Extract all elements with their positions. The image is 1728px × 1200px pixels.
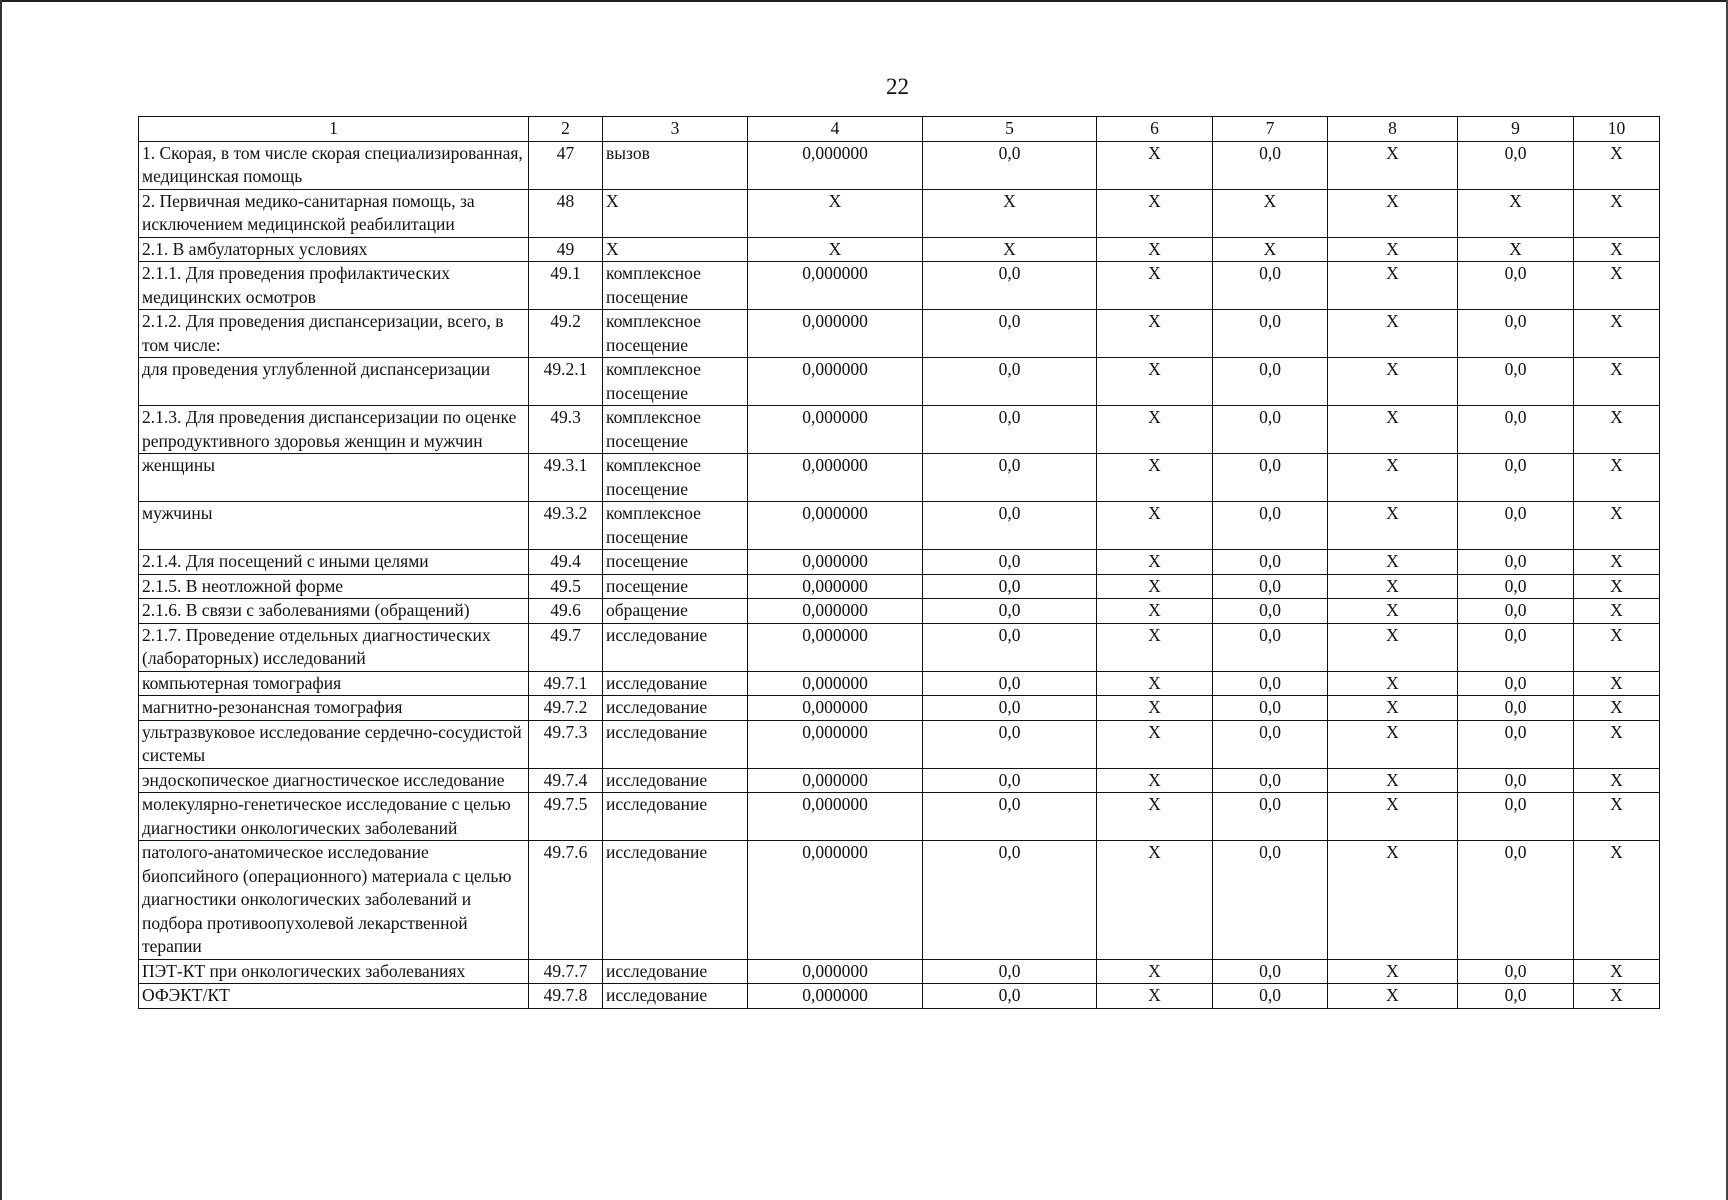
table-row (139, 189, 1660, 237)
row-name: патолого-анатомическое исследование биопсийного (операционного) материала с целью диагностики онкологических заболеваний и подбора противоопухолевой лекарственной терапии (139, 841, 529, 960)
row-name: 2.1.2. Для проведения диспансеризации, всего, в том числе: (139, 310, 529, 358)
col-10-value: X (1574, 454, 1660, 502)
col-4-value: 0,000000 (748, 623, 923, 671)
col-9-value: 0,0 (1458, 671, 1574, 696)
row-unit: исследование (603, 959, 748, 984)
col-6-value: X (1097, 358, 1213, 406)
row-code: 49.7.3 (529, 720, 603, 768)
col-4-value: 0,000000 (748, 358, 923, 406)
col-4-value: 0,000000 (748, 310, 923, 358)
table-row (139, 237, 1660, 262)
col-7-value: 0,0 (1213, 141, 1328, 189)
col-8-value: X (1328, 793, 1458, 841)
row-unit: комплексное посещение (603, 502, 748, 550)
col-7-value: 0,0 (1213, 841, 1328, 960)
col-7-value: 0,0 (1213, 623, 1328, 671)
row-name: 2.1.1. Для проведения профилактических медицинских осмотров (139, 262, 529, 310)
col-10-value: X (1574, 623, 1660, 671)
row-unit: X (603, 237, 748, 262)
col-4-value: 0,000000 (748, 959, 923, 984)
table-row (139, 599, 1660, 624)
col-7-value: X (1213, 189, 1328, 237)
row-unit: посещение (603, 550, 748, 575)
header-cell: 10 (1574, 117, 1660, 142)
row-name: ОФЭКТ/КТ (139, 984, 529, 1009)
col-8-value: X (1328, 768, 1458, 793)
row-code: 49 (529, 237, 603, 262)
col-10-value: X (1574, 720, 1660, 768)
table-row (139, 358, 1660, 406)
col-9-value: 0,0 (1458, 454, 1574, 502)
row-name: компьютерная томография (139, 671, 529, 696)
col-9-value: 0,0 (1458, 141, 1574, 189)
col-10-value: X (1574, 237, 1660, 262)
col-10-value: X (1574, 841, 1660, 960)
row-name: 2. Первичная медико-санитарная помощь, за исключением медицинской реабилитации (139, 189, 529, 237)
col-7-value: 0,0 (1213, 550, 1328, 575)
col-5-value: 0,0 (923, 502, 1097, 550)
col-10-value: X (1574, 310, 1660, 358)
col-5-value: 0,0 (923, 550, 1097, 575)
col-6-value: X (1097, 768, 1213, 793)
col-4-value: 0,000000 (748, 262, 923, 310)
col-7-value: 0,0 (1213, 768, 1328, 793)
row-name: женщины (139, 454, 529, 502)
row-code: 49.1 (529, 262, 603, 310)
page-number: 22 (886, 74, 909, 99)
col-4-value: 0,000000 (748, 550, 923, 575)
col-7-value: 0,0 (1213, 984, 1328, 1009)
row-unit: исследование (603, 671, 748, 696)
row-unit: комплексное посещение (603, 310, 748, 358)
row-unit: X (603, 189, 748, 237)
col-8-value: X (1328, 623, 1458, 671)
col-4-value: 0,000000 (748, 141, 923, 189)
row-unit: комплексное посещение (603, 406, 748, 454)
col-7-value: 0,0 (1213, 454, 1328, 502)
row-code: 49.2.1 (529, 358, 603, 406)
table-row (139, 574, 1660, 599)
table-row (139, 671, 1660, 696)
col-8-value: X (1328, 502, 1458, 550)
row-name: 2.1.7. Проведение отдельных диагностических (лабораторных) исследований (139, 623, 529, 671)
table-row (139, 841, 1660, 960)
row-code: 47 (529, 141, 603, 189)
header-cell: 9 (1458, 117, 1574, 142)
col-5-value: 0,0 (923, 768, 1097, 793)
col-6-value: X (1097, 262, 1213, 310)
col-9-value: 0,0 (1458, 720, 1574, 768)
col-9-value: 0,0 (1458, 768, 1574, 793)
col-5-value: 0,0 (923, 310, 1097, 358)
col-5-value: 0,0 (923, 623, 1097, 671)
row-unit: комплексное посещение (603, 358, 748, 406)
col-8-value: X (1328, 574, 1458, 599)
row-code: 49.7 (529, 623, 603, 671)
col-5-value: 0,0 (923, 454, 1097, 502)
col-7-value: 0,0 (1213, 262, 1328, 310)
col-8-value: X (1328, 237, 1458, 262)
row-code: 49.2 (529, 310, 603, 358)
col-6-value: X (1097, 671, 1213, 696)
col-6-value: X (1097, 310, 1213, 358)
row-name: для проведения углубленной диспансеризации (139, 358, 529, 406)
row-name: 2.1. В амбулаторных условиях (139, 237, 529, 262)
col-6-value: X (1097, 141, 1213, 189)
col-10-value: X (1574, 696, 1660, 721)
col-10-value: X (1574, 550, 1660, 575)
col-9-value: X (1458, 189, 1574, 237)
col-5-value: 0,0 (923, 984, 1097, 1009)
table-row (139, 720, 1660, 768)
row-code: 49.3.2 (529, 502, 603, 550)
header-cell: 4 (748, 117, 923, 142)
col-6-value: X (1097, 959, 1213, 984)
col-9-value: 0,0 (1458, 358, 1574, 406)
col-4-value: 0,000000 (748, 768, 923, 793)
col-5-value: 0,0 (923, 959, 1097, 984)
row-name: ультразвуковое исследование сердечно-сосудистой системы (139, 720, 529, 768)
col-7-value: 0,0 (1213, 502, 1328, 550)
col-7-value: X (1213, 237, 1328, 262)
col-5-value: 0,0 (923, 841, 1097, 960)
row-name: 2.1.6. В связи с заболеваниями (обращений) (139, 599, 529, 624)
row-name: ПЭТ-КТ при онкологических заболеваниях (139, 959, 529, 984)
col-5-value: 0,0 (923, 793, 1097, 841)
table-row (139, 768, 1660, 793)
col-9-value: 0,0 (1458, 574, 1574, 599)
col-9-value: 0,0 (1458, 984, 1574, 1009)
col-10-value: X (1574, 768, 1660, 793)
col-10-value: X (1574, 141, 1660, 189)
col-6-value: X (1097, 406, 1213, 454)
col-8-value: X (1328, 406, 1458, 454)
table-row (139, 696, 1660, 721)
col-6-value: X (1097, 502, 1213, 550)
header-cell: 2 (529, 117, 603, 142)
row-code: 49.3 (529, 406, 603, 454)
col-6-value: X (1097, 793, 1213, 841)
col-6-value: X (1097, 454, 1213, 502)
col-4-value: 0,000000 (748, 841, 923, 960)
col-4-value: X (748, 189, 923, 237)
col-6-value: X (1097, 550, 1213, 575)
row-name: 2.1.4. Для посещений с иными целями (139, 550, 529, 575)
col-9-value: 0,0 (1458, 696, 1574, 721)
col-8-value: X (1328, 959, 1458, 984)
header-cell: 6 (1097, 117, 1213, 142)
col-5-value: 0,0 (923, 262, 1097, 310)
col-8-value: X (1328, 189, 1458, 237)
col-10-value: X (1574, 358, 1660, 406)
row-name: 2.1.3. Для проведения диспансеризации по оценке репродуктивного здоровья женщин и мужчин (139, 406, 529, 454)
table-row (139, 262, 1660, 310)
col-7-value: 0,0 (1213, 720, 1328, 768)
row-code: 49.7.4 (529, 768, 603, 793)
table-row (139, 623, 1660, 671)
col-10-value: X (1574, 262, 1660, 310)
col-7-value: 0,0 (1213, 599, 1328, 624)
col-9-value: 0,0 (1458, 599, 1574, 624)
col-9-value: 0,0 (1458, 793, 1574, 841)
row-unit: исследование (603, 768, 748, 793)
col-7-value: 0,0 (1213, 793, 1328, 841)
col-8-value: X (1328, 720, 1458, 768)
col-6-value: X (1097, 720, 1213, 768)
table-header-row (139, 117, 1660, 142)
row-name: 2.1.5. В неотложной форме (139, 574, 529, 599)
table-row (139, 141, 1660, 189)
col-8-value: X (1328, 310, 1458, 358)
row-code: 49.7.5 (529, 793, 603, 841)
col-6-value: X (1097, 841, 1213, 960)
col-9-value: 0,0 (1458, 262, 1574, 310)
col-8-value: X (1328, 671, 1458, 696)
row-unit: исследование (603, 984, 748, 1009)
col-5-value: 0,0 (923, 358, 1097, 406)
col-9-value: 0,0 (1458, 959, 1574, 984)
table-row (139, 454, 1660, 502)
table-row (139, 959, 1660, 984)
row-code: 49.7.2 (529, 696, 603, 721)
col-10-value: X (1574, 959, 1660, 984)
col-9-value: 0,0 (1458, 502, 1574, 550)
col-4-value: 0,000000 (748, 671, 923, 696)
col-4-value: 0,000000 (748, 406, 923, 454)
table-row (139, 502, 1660, 550)
col-4-value: 0,000000 (748, 502, 923, 550)
row-unit: посещение (603, 574, 748, 599)
table-row (139, 793, 1660, 841)
data-table (138, 116, 1660, 1009)
header-cell: 7 (1213, 117, 1328, 142)
col-5-value: X (923, 237, 1097, 262)
col-10-value: X (1574, 189, 1660, 237)
header-cell: 8 (1328, 117, 1458, 142)
col-4-value: 0,000000 (748, 793, 923, 841)
col-6-value: X (1097, 984, 1213, 1009)
row-name: магнитно-резонансная томография (139, 696, 529, 721)
scan-edge-left (0, 0, 2, 1200)
row-unit: исследование (603, 841, 748, 960)
row-unit: обращение (603, 599, 748, 624)
col-6-value: X (1097, 623, 1213, 671)
row-unit: комплексное посещение (603, 454, 748, 502)
col-8-value: X (1328, 696, 1458, 721)
col-8-value: X (1328, 454, 1458, 502)
col-7-value: 0,0 (1213, 358, 1328, 406)
row-code: 49.7.6 (529, 841, 603, 960)
col-7-value: 0,0 (1213, 574, 1328, 599)
col-7-value: 0,0 (1213, 671, 1328, 696)
col-10-value: X (1574, 793, 1660, 841)
col-4-value: 0,000000 (748, 984, 923, 1009)
col-7-value: 0,0 (1213, 406, 1328, 454)
row-unit: исследование (603, 793, 748, 841)
col-9-value: X (1458, 237, 1574, 262)
col-9-value: 0,0 (1458, 550, 1574, 575)
col-8-value: X (1328, 984, 1458, 1009)
col-6-value: X (1097, 237, 1213, 262)
col-4-value: X (748, 237, 923, 262)
col-10-value: X (1574, 984, 1660, 1009)
row-code: 49.3.1 (529, 454, 603, 502)
col-5-value: 0,0 (923, 696, 1097, 721)
col-5-value: 0,0 (923, 599, 1097, 624)
row-unit: комплексное посещение (603, 262, 748, 310)
col-7-value: 0,0 (1213, 696, 1328, 721)
col-9-value: 0,0 (1458, 310, 1574, 358)
col-10-value: X (1574, 502, 1660, 550)
row-name: эндоскопическое диагностическое исследование (139, 768, 529, 793)
col-9-value: 0,0 (1458, 841, 1574, 960)
row-unit: исследование (603, 623, 748, 671)
col-4-value: 0,000000 (748, 574, 923, 599)
header-cell: 5 (923, 117, 1097, 142)
row-code: 49.7.7 (529, 959, 603, 984)
col-9-value: 0,0 (1458, 406, 1574, 454)
scan-edge-top (0, 0, 1728, 2)
col-5-value: 0,0 (923, 574, 1097, 599)
row-code: 48 (529, 189, 603, 237)
table-row (139, 984, 1660, 1009)
col-4-value: 0,000000 (748, 454, 923, 502)
col-5-value: 0,0 (923, 406, 1097, 454)
row-name: мужчины (139, 502, 529, 550)
col-9-value: 0,0 (1458, 623, 1574, 671)
col-6-value: X (1097, 599, 1213, 624)
col-8-value: X (1328, 550, 1458, 575)
table-row (139, 550, 1660, 575)
row-code: 49.6 (529, 599, 603, 624)
header-cell: 3 (603, 117, 748, 142)
row-code: 49.7.8 (529, 984, 603, 1009)
col-5-value: 0,0 (923, 141, 1097, 189)
row-name: молекулярно-генетическое исследование с целью диагностики онкологических заболеваний (139, 793, 529, 841)
table-row (139, 406, 1660, 454)
col-7-value: 0,0 (1213, 310, 1328, 358)
col-4-value: 0,000000 (748, 599, 923, 624)
col-6-value: X (1097, 189, 1213, 237)
header-cell: 1 (139, 117, 529, 142)
col-7-value: 0,0 (1213, 959, 1328, 984)
col-10-value: X (1574, 574, 1660, 599)
row-code: 49.7.1 (529, 671, 603, 696)
col-8-value: X (1328, 599, 1458, 624)
col-10-value: X (1574, 599, 1660, 624)
col-10-value: X (1574, 406, 1660, 454)
col-5-value: 0,0 (923, 671, 1097, 696)
row-name: 1. Скорая, в том числе скорая специализированная, медицинская помощь (139, 141, 529, 189)
col-8-value: X (1328, 262, 1458, 310)
row-unit: вызов (603, 141, 748, 189)
col-8-value: X (1328, 141, 1458, 189)
col-8-value: X (1328, 841, 1458, 960)
row-unit: исследование (603, 696, 748, 721)
col-6-value: X (1097, 574, 1213, 599)
col-6-value: X (1097, 696, 1213, 721)
row-unit: исследование (603, 720, 748, 768)
row-code: 49.4 (529, 550, 603, 575)
col-5-value: 0,0 (923, 720, 1097, 768)
col-8-value: X (1328, 358, 1458, 406)
row-code: 49.5 (529, 574, 603, 599)
col-10-value: X (1574, 671, 1660, 696)
table-row (139, 310, 1660, 358)
col-4-value: 0,000000 (748, 720, 923, 768)
col-5-value: X (923, 189, 1097, 237)
col-4-value: 0,000000 (748, 696, 923, 721)
